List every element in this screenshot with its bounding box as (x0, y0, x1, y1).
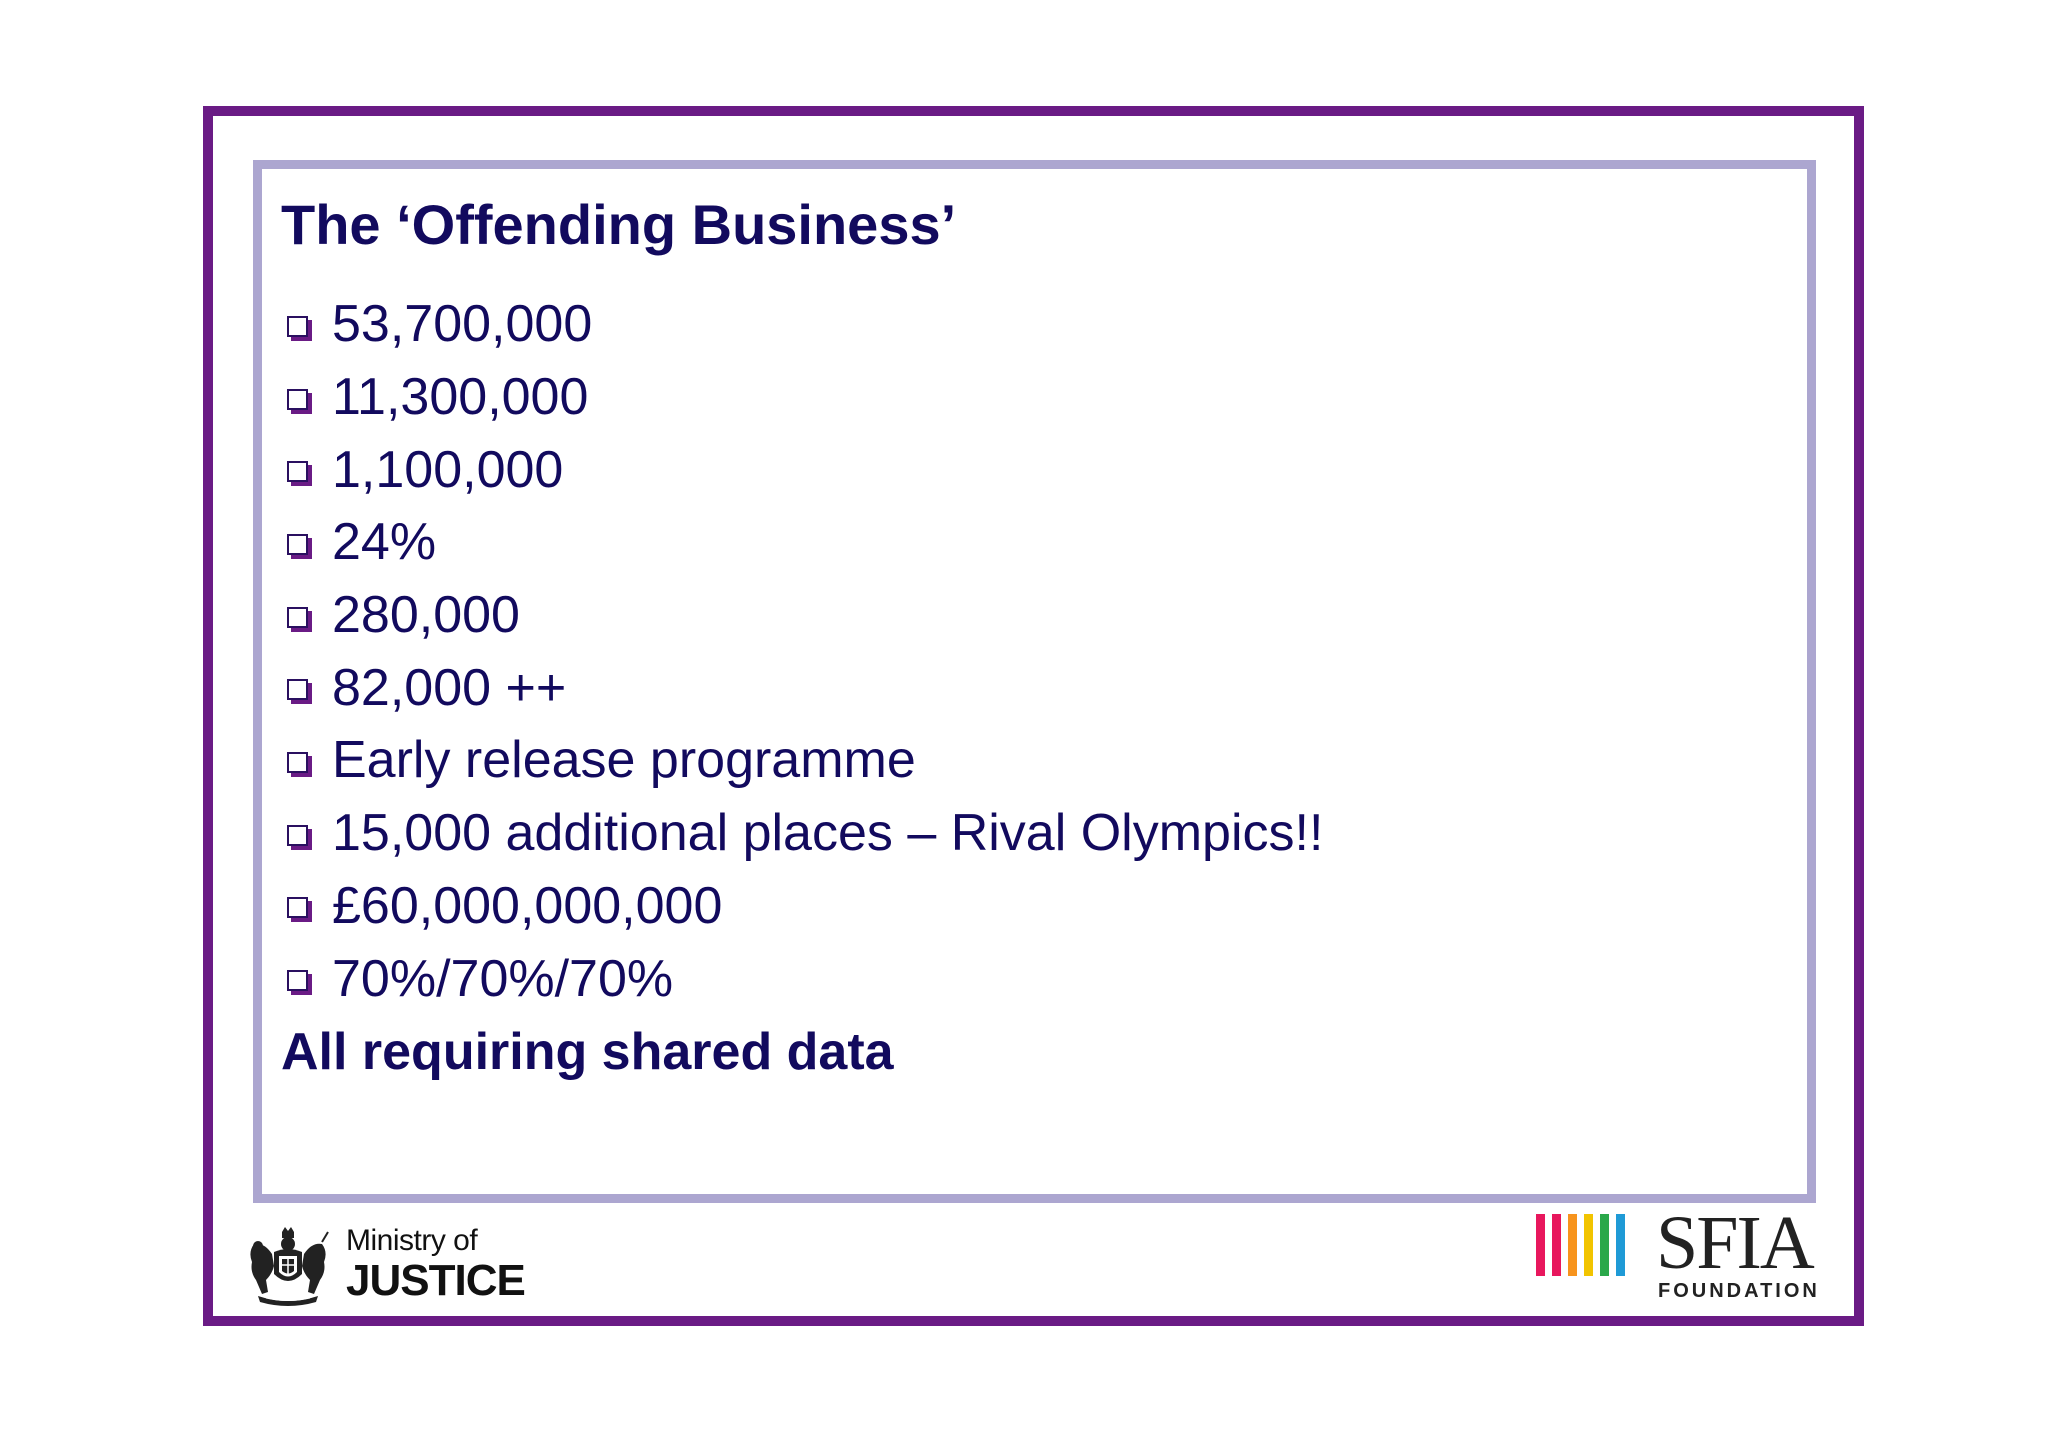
bullet-item (281, 579, 1323, 652)
moj-line-justice: JUSTICE (346, 1256, 525, 1305)
bullet-list (281, 288, 1323, 1015)
checkbox-bullet-icon (287, 316, 308, 337)
bullet-text: 82,000 ++ (332, 658, 567, 717)
bullet-text: 53,700,000 (332, 295, 593, 354)
bullet-text: 24% (332, 513, 437, 572)
checkbox-bullet-icon (287, 679, 308, 700)
sfia-color-bars (1536, 1214, 1625, 1276)
checkbox-bullet-icon (287, 970, 308, 991)
checkbox-bullet-icon (287, 534, 308, 555)
sfia-color-bar (1536, 1214, 1545, 1276)
checkbox-bullet-icon (287, 389, 308, 410)
sfia-foundation-logo (1536, 1201, 1820, 1322)
checkbox-bullet-icon (287, 897, 308, 918)
sfia-color-bar (1584, 1214, 1593, 1276)
sfia-color-bar (1552, 1214, 1561, 1276)
checkbox-bullet-icon (287, 752, 308, 773)
bullet-item (281, 870, 1323, 943)
bullet-item (281, 942, 1323, 1015)
bullet-item (281, 506, 1323, 579)
slide-title: The ‘Offending Business’ (281, 193, 957, 256)
bullet-text: 70%/70%/70% (332, 949, 674, 1008)
sfia-color-bar (1616, 1214, 1625, 1276)
checkbox-bullet-icon (287, 825, 308, 846)
bullet-item (281, 724, 1323, 797)
bullet-item (281, 797, 1323, 870)
sfia-color-bar (1600, 1214, 1609, 1276)
bullet-text: 1,100,000 (332, 440, 564, 499)
bullet-item (281, 288, 1323, 361)
bullet-item (281, 651, 1323, 724)
checkbox-bullet-icon (287, 461, 308, 482)
moj-line-ministry-of: Ministry of (346, 1224, 478, 1257)
bullet-text: Early release programme (332, 731, 916, 790)
bullet-text: 15,000 additional places – Rival Olympics!! (332, 804, 1324, 863)
bullet-text: 280,000 (332, 586, 520, 645)
slide-conclusion: All requiring shared data (281, 1023, 894, 1081)
bullet-text: £60,000,000,000 (332, 876, 723, 935)
bullet-item (281, 433, 1323, 506)
ministry-of-justice-logo (246, 1220, 525, 1310)
ministry-of-justice-wordmark (346, 1224, 525, 1304)
checkbox-bullet-icon (287, 607, 308, 628)
sfia-wordmark: SFIA (1656, 1201, 1813, 1285)
royal-coat-of-arms-icon (246, 1226, 330, 1306)
sfia-foundation-label: FOUNDATION (1658, 1280, 1820, 1302)
bullet-item (281, 361, 1323, 434)
sfia-color-bar (1568, 1214, 1577, 1276)
bullet-text: 11,300,000 (332, 368, 589, 427)
